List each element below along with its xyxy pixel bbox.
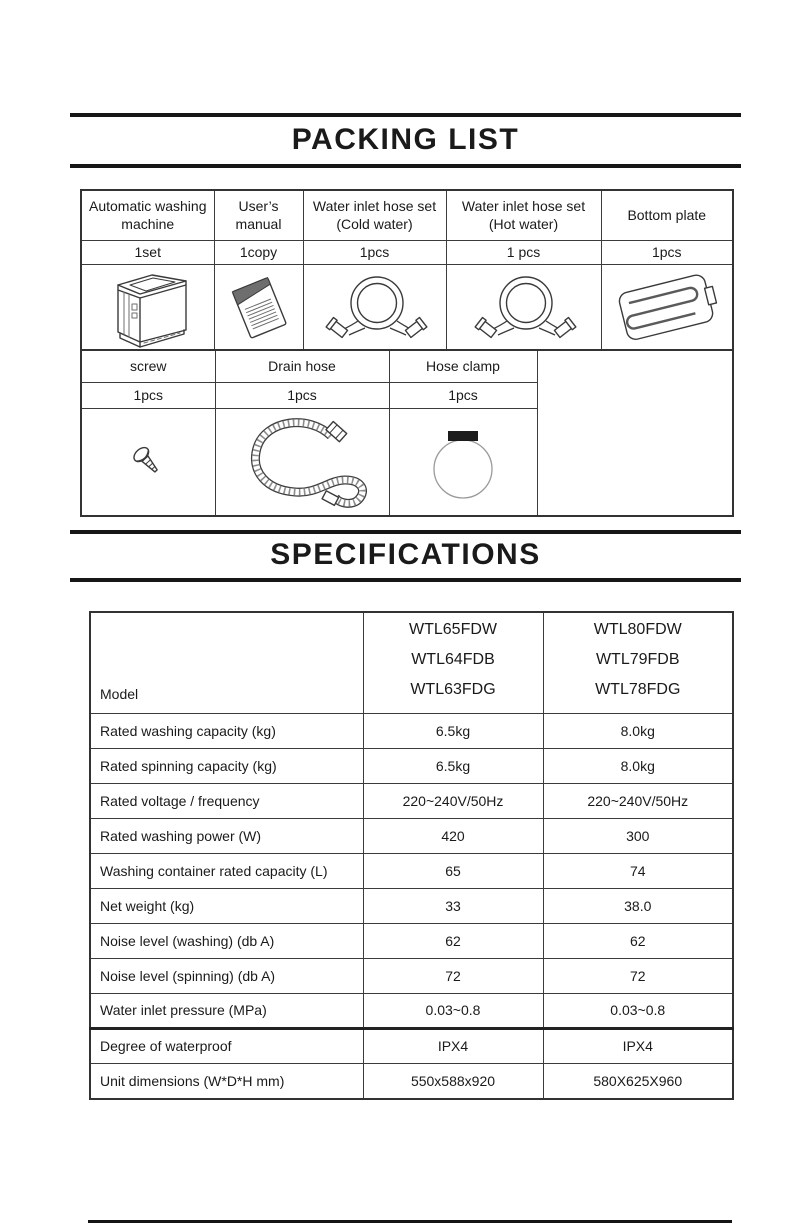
packing-item-name: Water inlet hose set (Cold water) xyxy=(303,190,446,240)
spec-row xyxy=(90,924,733,959)
packing-item-name: Automatic washing machine xyxy=(81,190,214,240)
spec-value: 0.03~0.8 xyxy=(363,994,543,1029)
spec-value: 72 xyxy=(363,959,543,994)
bottom-plate-image-cell xyxy=(601,264,733,350)
spec-value: 580X625X960 xyxy=(543,1064,733,1099)
packing-item-qty: 1 pcs xyxy=(446,240,601,264)
hose-clamp-image-cell xyxy=(389,408,537,516)
spec-row xyxy=(90,784,733,819)
packing-item-qty: 1pcs xyxy=(81,382,215,408)
spec-row xyxy=(90,994,733,1029)
spec-value: IPX4 xyxy=(543,1029,733,1064)
packing-list-table-bottom xyxy=(80,349,734,517)
spec-value: 6.5kg xyxy=(363,714,543,749)
spec-row xyxy=(90,819,733,854)
spec-label: Rated spinning capacity (kg) xyxy=(90,749,363,784)
spec-row xyxy=(90,749,733,784)
bottom-plate-icon xyxy=(605,267,729,347)
packing-item-qty: 1pcs xyxy=(389,382,537,408)
packing-item-qty: 1pcs xyxy=(601,240,733,264)
spec-value: 550x588x920 xyxy=(363,1064,543,1099)
packing-item-qty: 1copy xyxy=(214,240,303,264)
spec-label: Water inlet pressure (MPa) xyxy=(90,994,363,1029)
water-inlet-hose-hot-icon xyxy=(455,267,593,347)
hose-clamp-icon xyxy=(417,412,509,512)
packing-header-row xyxy=(81,350,733,382)
packing-item-name: User’s manual xyxy=(214,190,303,240)
packing-item-qty: 1pcs xyxy=(215,382,389,408)
packing-item-name: Water inlet hose set (Hot water) xyxy=(446,190,601,240)
spec-value: 6.5kg xyxy=(363,749,543,784)
model-name: WTL78FDG xyxy=(595,681,681,698)
packing-item-name: screw xyxy=(81,350,215,382)
spec-row xyxy=(90,889,733,924)
model-name: WTL63FDG xyxy=(410,681,496,698)
screw-image-cell xyxy=(81,408,215,516)
model-name: WTL64FDB xyxy=(411,651,495,668)
spec-value: 220~240V/50Hz xyxy=(543,784,733,819)
spec-row xyxy=(90,854,733,889)
model-name: WTL80FDW xyxy=(593,621,682,638)
hot-inlet-hose-image-cell xyxy=(446,264,601,350)
spec-value: 8.0kg xyxy=(543,714,733,749)
spec-value: 65 xyxy=(363,854,543,889)
packing-item-name: Drain hose xyxy=(215,350,389,382)
model-name: WTL79FDB xyxy=(595,651,680,668)
spec-label: Noise level (spinning) (db A) xyxy=(90,959,363,994)
spec-value: 62 xyxy=(543,924,733,959)
cold-inlet-hose-image-cell xyxy=(303,264,446,350)
spec-label: Rated washing power (W) xyxy=(90,819,363,854)
washing-machine-image-cell xyxy=(81,264,214,350)
drain-hose-icon xyxy=(219,410,385,514)
packing-item-qty: 1pcs xyxy=(303,240,446,264)
spec-value: 220~240V/50Hz xyxy=(363,784,543,819)
spec-label: Unit dimensions (W*D*H mm) xyxy=(90,1064,363,1099)
packing-item-qty: 1set xyxy=(81,240,214,264)
spec-value: 72 xyxy=(543,959,733,994)
spec-value: 74 xyxy=(543,854,733,889)
spec-label: Washing container rated capacity (L) xyxy=(90,854,363,889)
drain-hose-image-cell xyxy=(215,408,389,516)
spec-value: 8.0kg xyxy=(543,749,733,784)
spec-row xyxy=(90,714,733,749)
users-manual-image-cell xyxy=(214,264,303,350)
spec-value: 420 xyxy=(363,819,543,854)
washing-machine-icon xyxy=(96,266,200,348)
packing-list-section xyxy=(80,189,734,517)
specifications-title: SPECIFICATIONS xyxy=(70,530,741,582)
spec-value: 0.03~0.8 xyxy=(543,994,733,1029)
spec-value: 62 xyxy=(363,924,543,959)
empty-cell xyxy=(537,350,733,516)
packing-item-name: Hose clamp xyxy=(389,350,537,382)
spec-row xyxy=(90,1029,733,1064)
specifications-table xyxy=(89,611,734,1100)
packing-list-table-top xyxy=(80,189,734,351)
screw-icon xyxy=(122,434,174,490)
spec-label: Noise level (washing) (db A) xyxy=(90,924,363,959)
packing-qty-row xyxy=(81,240,733,264)
spec-label: Degree of waterproof xyxy=(90,1029,363,1064)
model-row xyxy=(90,612,733,714)
users-manual-icon xyxy=(217,266,301,348)
spec-value: 300 xyxy=(543,819,733,854)
water-inlet-hose-cold-icon xyxy=(306,267,444,347)
spec-value: 33 xyxy=(363,889,543,924)
spec-label: Rated voltage / frequency xyxy=(90,784,363,819)
spec-row xyxy=(90,959,733,994)
model-list-column2 xyxy=(543,612,733,714)
page-bottom-rule xyxy=(88,1220,732,1223)
packing-header-row xyxy=(81,190,733,240)
packing-image-row xyxy=(81,264,733,350)
spec-label: Rated washing capacity (kg) xyxy=(90,714,363,749)
model-name: WTL65FDW xyxy=(409,621,497,638)
spec-value: IPX4 xyxy=(363,1029,543,1064)
spec-value: 38.0 xyxy=(543,889,733,924)
spec-label: Net weight (kg) xyxy=(90,889,363,924)
spec-row xyxy=(90,1064,733,1099)
packing-item-name: Bottom plate xyxy=(601,190,733,240)
packing-list-title: PACKING LIST xyxy=(70,113,741,168)
model-list-column1 xyxy=(363,612,543,714)
model-label: Model xyxy=(90,612,363,714)
